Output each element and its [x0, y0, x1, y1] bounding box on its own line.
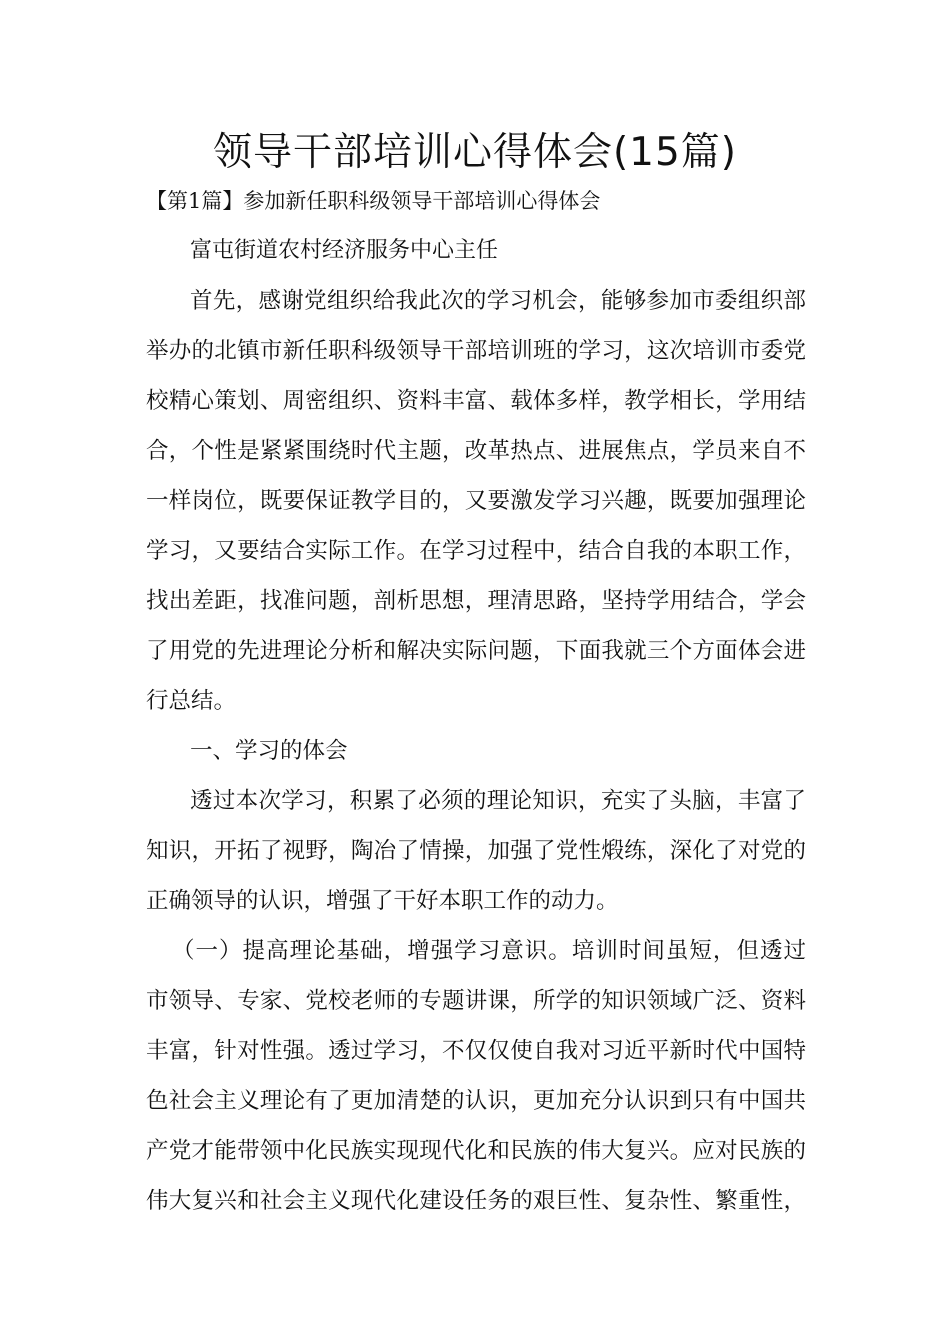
paragraph-line: 一样岗位，既要保证教学目的，又要激发学习兴趣，既要加强理论	[146, 488, 806, 514]
paragraph-line: 正确领导的认识，增强了干好本职工作的动力。	[146, 888, 619, 914]
paragraph-line: 透过本次学习，积累了必须的理论知识，充实了头脑，丰富了	[190, 788, 806, 814]
paragraph-line: 举办的北镇市新任职科级领导干部培训班的学习，这次培训市委党	[146, 338, 806, 364]
author-line: 富屯街道农村经济服务中心主任	[190, 238, 499, 263]
article-heading: 【第1篇】参加新任职科级领导干部培训心得体会	[146, 189, 601, 213]
paragraph-line: 丰富，针对性强。透过学习，不仅仅使自我对习近平新时代中国特	[146, 1038, 806, 1064]
paragraph-line: 市领导、专家、党校老师的专题讲课，所学的知识领域广泛、资料	[146, 988, 806, 1014]
paragraph-line: 了用党的先进理论分析和解决实际问题，下面我就三个方面体会进	[146, 638, 806, 664]
paragraph-line: （一）提高理论基础，增强学习意识。培训时间虽短，但透过	[172, 938, 806, 964]
paragraph-line: 产党才能带领中化民族实现现代化和民族的伟大复兴。应对民族的	[146, 1138, 806, 1164]
paragraph-line: 色社会主义理论有了更加清楚的认识，更加充分认识到只有中国共	[146, 1088, 806, 1114]
paragraph-line: 知识，开拓了视野，陶冶了情操，加强了党性煅练，深化了对党的	[146, 838, 806, 864]
paragraph-line: 合，个性是紧紧围绕时代主题，改革热点、进展焦点，学员来自不	[146, 438, 806, 464]
document-title: 领导干部培训心得体会(15篇)	[212, 130, 738, 175]
paragraph-line: 学习，又要结合实际工作。在学习过程中，结合自我的本职工作，	[146, 538, 806, 564]
paragraph-line: 校精心策划、周密组织、资料丰富、载体多样，教学相长，学用结	[146, 388, 806, 414]
paragraph-line: 首先，感谢党组织给我此次的学习机会，能够参加市委组织部	[190, 288, 806, 314]
section-heading: 一、学习的体会	[190, 738, 348, 764]
paragraph-line: 找出差距，找准问题，剖析思想，理清思路，坚持学用结合，学会	[146, 588, 806, 614]
paragraph-line: 伟大复兴和社会主义现代化建设任务的艰巨性、复杂性、繁重性，	[146, 1188, 806, 1214]
paragraph-line: 行总结。	[146, 688, 237, 714]
